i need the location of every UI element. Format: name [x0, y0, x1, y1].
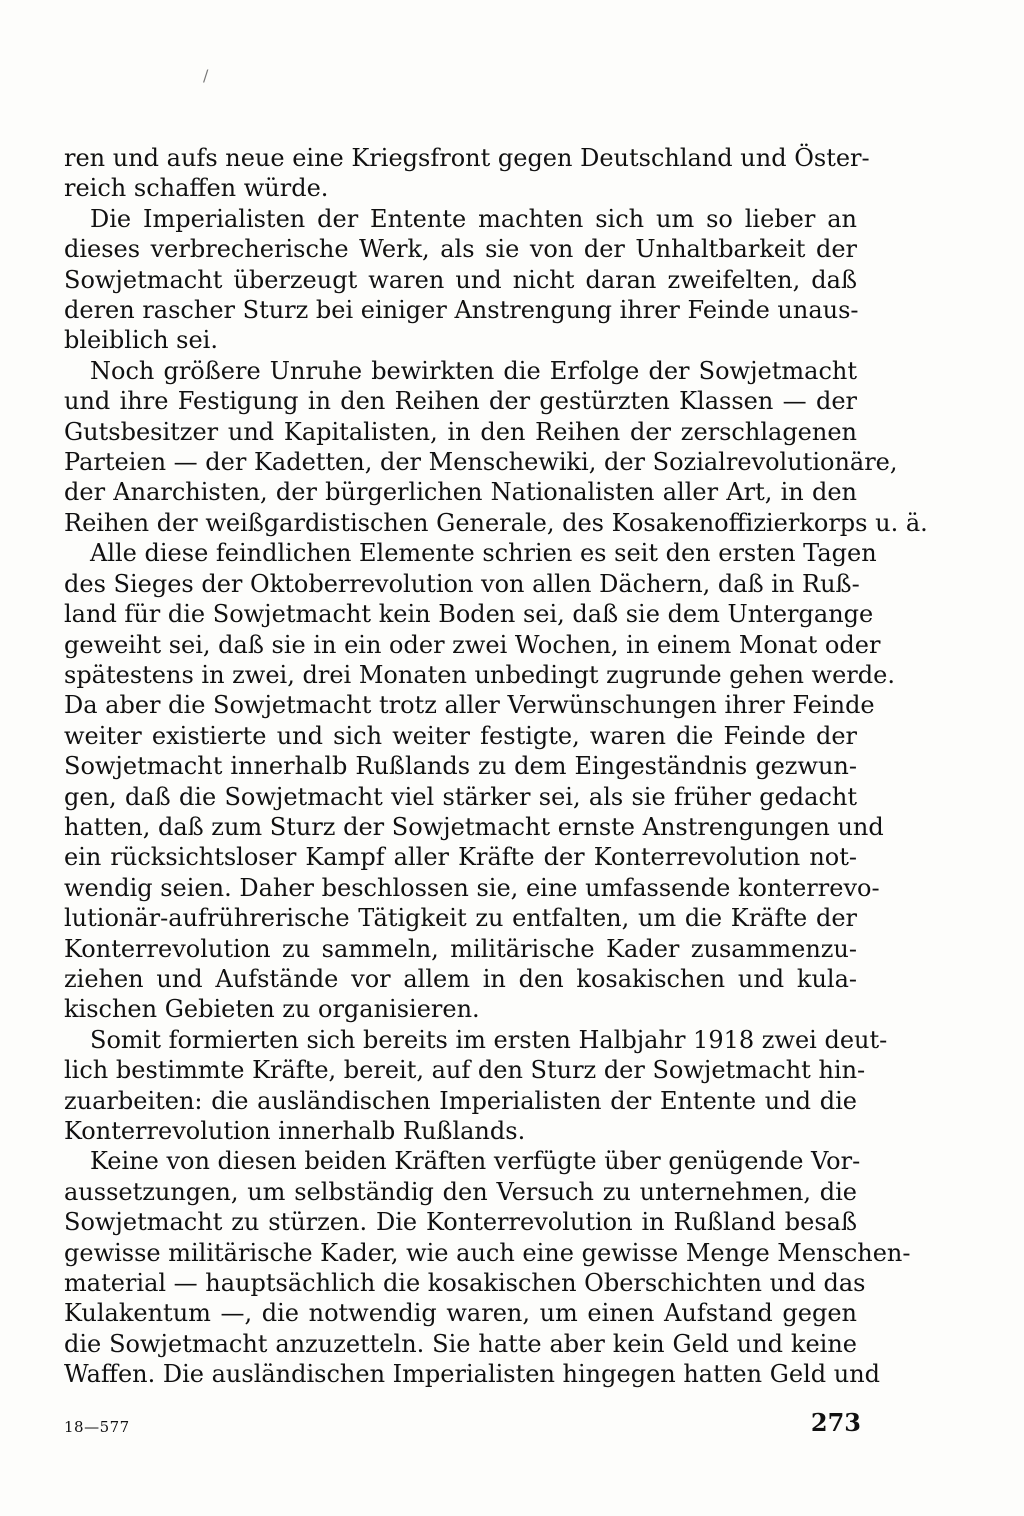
text-line: spätestens in zwei, drei Monaten unbedingt zugrunde gehen werde.	[64, 660, 895, 689]
text-line: hatten, daß zum Sturz der Sowjetmacht ernste Anstrengungen und	[64, 812, 884, 841]
text-line: Kulakentum —, die notwendig waren, um einen Aufstand gegen	[64, 1299, 857, 1328]
body-text	[64, 143, 928, 1390]
text-line: lich bestimmte Kräfte, bereit, auf den Sturz der Sowjetmacht hin-	[64, 1056, 866, 1085]
text-line: land für die Sowjetmacht kein Boden sei, daß sie dem Untergange	[64, 600, 874, 629]
text-line: deren rascher Sturz bei einiger Anstrengung ihrer Feinde unaus-	[64, 296, 859, 325]
text-line: ein rücksichtsloser Kampf aller Kräfte der Konterrevolution not-	[64, 843, 857, 872]
printer-signature: 18—577	[64, 1418, 130, 1436]
text-line: Konterrevolution innerhalb Rußlands.	[64, 1117, 526, 1145]
text-line: Noch größere Unruhe bewirkten die Erfolge der Sowjetmacht	[90, 356, 857, 385]
text-line: Konterrevolution zu sammeln, militärische Kader zusammenzu-	[64, 934, 857, 963]
text-line: geweiht sei, daß sie in ein oder zwei Wochen, in einem Monat oder	[64, 630, 881, 659]
text-line: Somit formierten sich bereits im ersten Halbjahr 1918 zwei deut-	[90, 1025, 888, 1054]
text-line: Da aber die Sowjetmacht trotz aller Verwünschungen ihrer Feinde	[64, 691, 875, 720]
text-line: ren und aufs neue eine Kriegsfront gegen Deutschland und Öster-	[64, 144, 870, 172]
text-line: aussetzungen, um selbständig den Versuch zu unternehmen, die	[64, 1177, 857, 1206]
text-line: Reihen der weißgardistischen Generale, des Kosakenoffizierkorps u. ä.	[64, 508, 928, 537]
text-line: der Anarchisten, der bürgerlichen Nationalisten aller Art, in den	[64, 478, 857, 507]
text-line: des Sieges der Oktoberrevolution von allen Dächern, daß in Ruß-	[64, 569, 860, 598]
text-line: reich schaffen würde.	[64, 174, 329, 203]
text-line: Alle diese feindlichen Elemente schrien es seit den ersten Tagen	[90, 539, 877, 568]
stray-mark: /	[203, 66, 209, 85]
text-line: Sowjetmacht überzeugt waren und nicht daran zweifelten, daß	[64, 265, 857, 294]
text-line: Keine von diesen beiden Kräften verfügte über genügende Vor-	[90, 1147, 861, 1176]
text-line: wendig seien. Daher beschlossen sie, eine umfassende konterrevo-	[64, 873, 880, 902]
text-line: bleiblich sei.	[64, 326, 218, 355]
text-line: Die Imperialisten der Entente machten sich um so lieber an	[90, 204, 857, 233]
text-line: Gutsbesitzer und Kapitalisten, in den Reihen der zerschlagenen	[64, 417, 857, 446]
text-line: material — hauptsächlich die kosakischen Oberschichten und das	[64, 1269, 866, 1298]
text-line: Sowjetmacht innerhalb Rußlands zu dem Eingeständnis gezwun-	[64, 752, 857, 781]
text-line: Parteien — der Kadetten, der Menschewiki, der Sozialrevolutionäre,	[64, 448, 898, 477]
page-number: 273	[810, 1408, 861, 1437]
text-line: Sowjetmacht zu stürzen. Die Konterrevolution in Rußland besaß	[64, 1208, 857, 1237]
text-line: und ihre Festigung in den Reihen der gestürzten Klassen — der	[64, 387, 857, 416]
text-line: dieses verbrecherische Werk, als sie von der Unhaltbarkeit der	[64, 235, 857, 264]
text-line: gen, daß die Sowjetmacht viel stärker sei, als sie früher gedacht	[64, 782, 857, 811]
text-line: die Sowjetmacht anzuzetteln. Sie hatte aber kein Geld und keine	[64, 1329, 857, 1358]
text-line: ziehen und Aufstände vor allem in den kosakischen und kula-	[64, 964, 857, 993]
text-line: lutionär-aufrührerische Tätigkeit zu entfalten, um die Kräfte der	[64, 904, 857, 933]
text-line: gewisse militärische Kader, wie auch eine gewisse Menge Menschen-	[64, 1238, 911, 1267]
text-line: zuarbeiten: die ausländischen Imperialisten der Entente und die	[64, 1086, 857, 1115]
text-line: weiter existierte und sich weiter festigte, waren die Feinde der	[64, 721, 857, 750]
text-line: kischen Gebieten zu organisieren.	[64, 995, 480, 1024]
text-line: Waffen. Die ausländischen Imperialisten hingegen hatten Geld und	[64, 1360, 881, 1389]
